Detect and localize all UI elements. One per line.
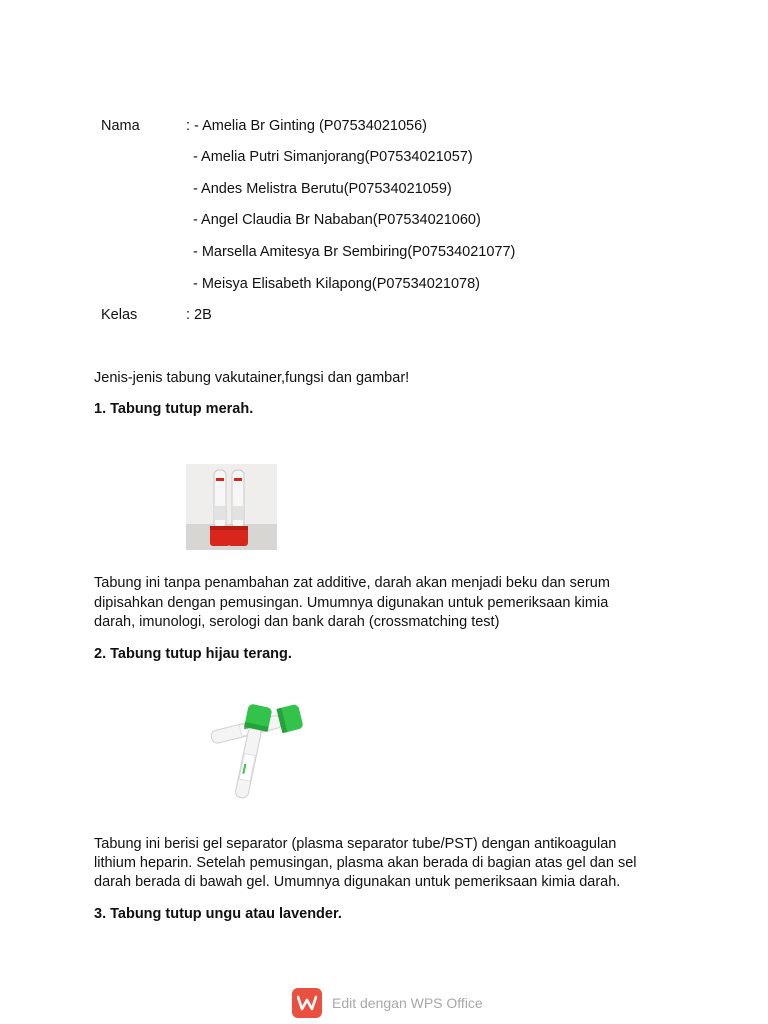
section-1-paragraph-line-2: dipisahkan dengan pemusingan. Umumnya digunakan untuk pemeriksaan kimia (94, 595, 609, 611)
nama-label: Nama (101, 118, 140, 134)
wps-office-logo-icon (292, 988, 322, 1018)
kelas-value: : 2B (186, 307, 212, 323)
section-1-paragraph-line-1: Tabung ini tanpa penambahan zat additive, darah akan menjadi beku dan serum (94, 575, 610, 591)
green-cap-tubes-image (188, 684, 321, 805)
section-2-paragraph-line-3: darah berada di bawah gel. Umumnya digunakan untuk pemeriksaan kimia darah. (94, 874, 621, 890)
member-line-5: - Marsella Amitesya Br Sembiring(P07534021077) (193, 244, 516, 260)
member-line-6: - Meisya Elisabeth Kilapong(P07534021078) (193, 276, 480, 292)
red-cap-tubes-image (186, 464, 277, 550)
member-line-4: - Angel Claudia Br Nababan(P07534021060) (193, 212, 481, 228)
section-1-paragraph-line-3: darah, imunologi, serologi dan bank darah (crossmatching test) (94, 614, 500, 630)
section-1-heading: 1. Tabung tutup merah. (94, 401, 254, 417)
member-line-2: - Amelia Putri Simanjorang(P07534021057) (193, 149, 473, 165)
wps-edit-banner[interactable] (292, 988, 483, 1018)
member-line-3: - Andes Melistra Berutu(P07534021059) (193, 181, 452, 197)
wps-edit-text[interactable]: Edit dengan WPS Office (332, 995, 483, 1011)
member-line-1: : - Amelia Br Ginting (P07534021056) (186, 118, 427, 134)
kelas-label: Kelas (101, 307, 138, 323)
section-3-heading: 3. Tabung tutup ungu atau lavender. (94, 906, 342, 922)
section-2-paragraph-line-1: Tabung ini berisi gel separator (plasma separator tube/PST) dengan antikoagulan (94, 836, 617, 852)
section-2-paragraph-line-2: lithium heparin. Setelah pemusingan, plasma akan berada di bagian atas gel dan sel (94, 855, 637, 871)
section-2-heading: 2. Tabung tutup hijau terang. (94, 646, 292, 662)
intro-text: Jenis-jenis tabung vakutainer,fungsi dan gambar! (94, 370, 410, 386)
